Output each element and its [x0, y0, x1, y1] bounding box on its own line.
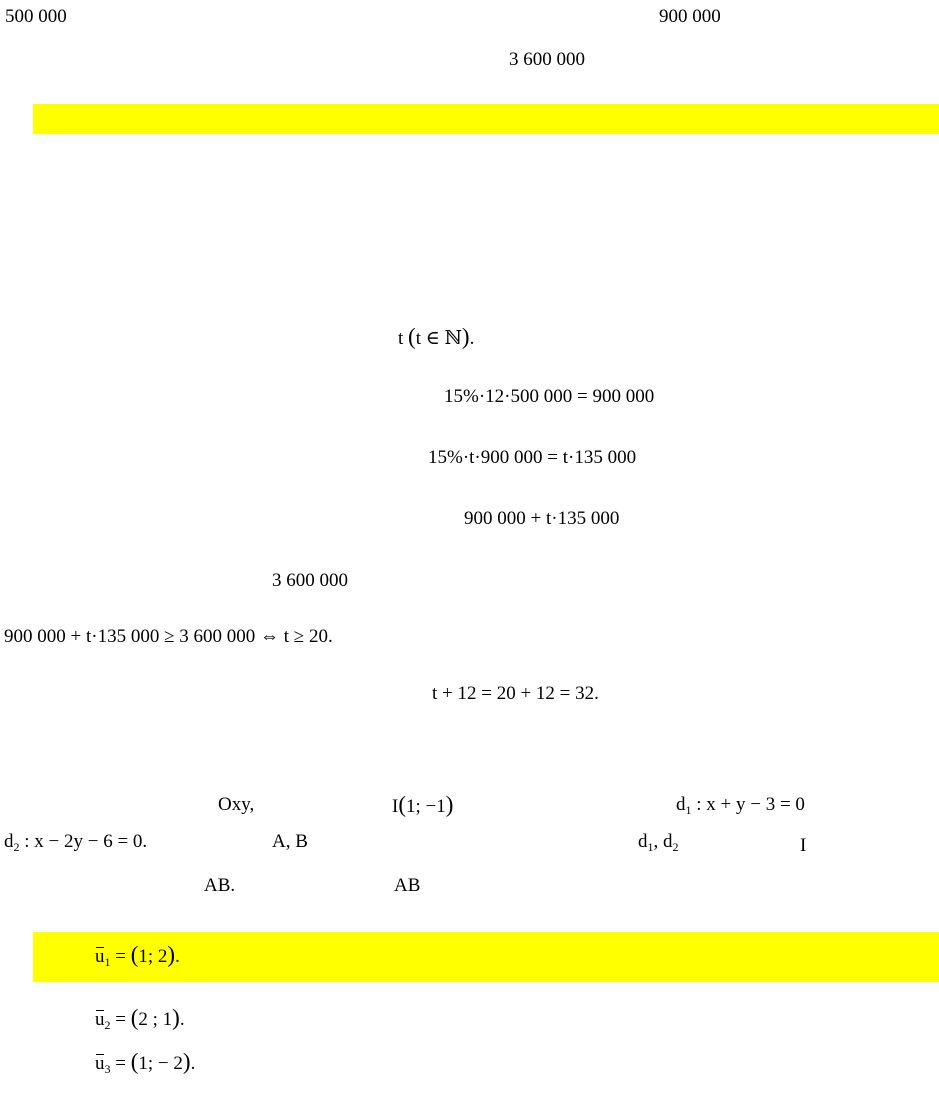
segment-ab-end: AB.	[204, 875, 236, 896]
variable-definition: t (t ∈ ℕ).	[398, 324, 475, 349]
amount-left: 500 000	[5, 6, 67, 27]
formula-line-3: 900 000 + t·135 000	[464, 508, 620, 529]
formula-line-1: 15%·12·500 000 = 900 000	[444, 386, 655, 407]
formula-line-2: 15%·t·900 000 = t·135 000	[428, 447, 637, 468]
option-vector-u3: $u_3 = (1$; − 2).	[95, 1049, 196, 1076]
formula-line-4: 3 600 000	[272, 570, 348, 591]
line-d1-equation: $d_1$ : x + y − 3 = 0	[676, 794, 805, 817]
option-vector-u2: $u_2 = (2$ ; 1).	[95, 1005, 185, 1032]
result-line: t + 12 = 20 + 12 = 32.	[432, 683, 599, 704]
amount-right: 900 000	[659, 6, 721, 27]
highlight-bar-top	[33, 104, 939, 134]
line-d2-equation: $d_2$ : x − 2y − 6 = 0.	[4, 831, 148, 854]
amount-center: 3 600 000	[509, 49, 585, 70]
points-ab: A, B	[272, 831, 308, 852]
point-i-coords: 1; −1	[406, 796, 446, 817]
lines-d1-d2: $d_1$, $d_2$	[638, 831, 679, 854]
segment-ab: AB	[394, 875, 421, 896]
coordinate-system: Oxy,	[218, 794, 255, 815]
point-i: I(1; −1)	[392, 792, 454, 817]
variable-domain: t ∈ ℕ	[415, 328, 462, 349]
inequality-line: 900 000 + t·135 000 ≥ 3 600 000 ⇔ t ≥ 20.	[4, 626, 333, 647]
point-i-name: I	[392, 796, 399, 817]
variable-domain-end: .	[469, 328, 475, 349]
option-vector-u1: $u_1 = (1$; 2).	[95, 942, 180, 969]
point-i-label: I	[800, 835, 807, 856]
variable-t: t	[398, 328, 404, 349]
